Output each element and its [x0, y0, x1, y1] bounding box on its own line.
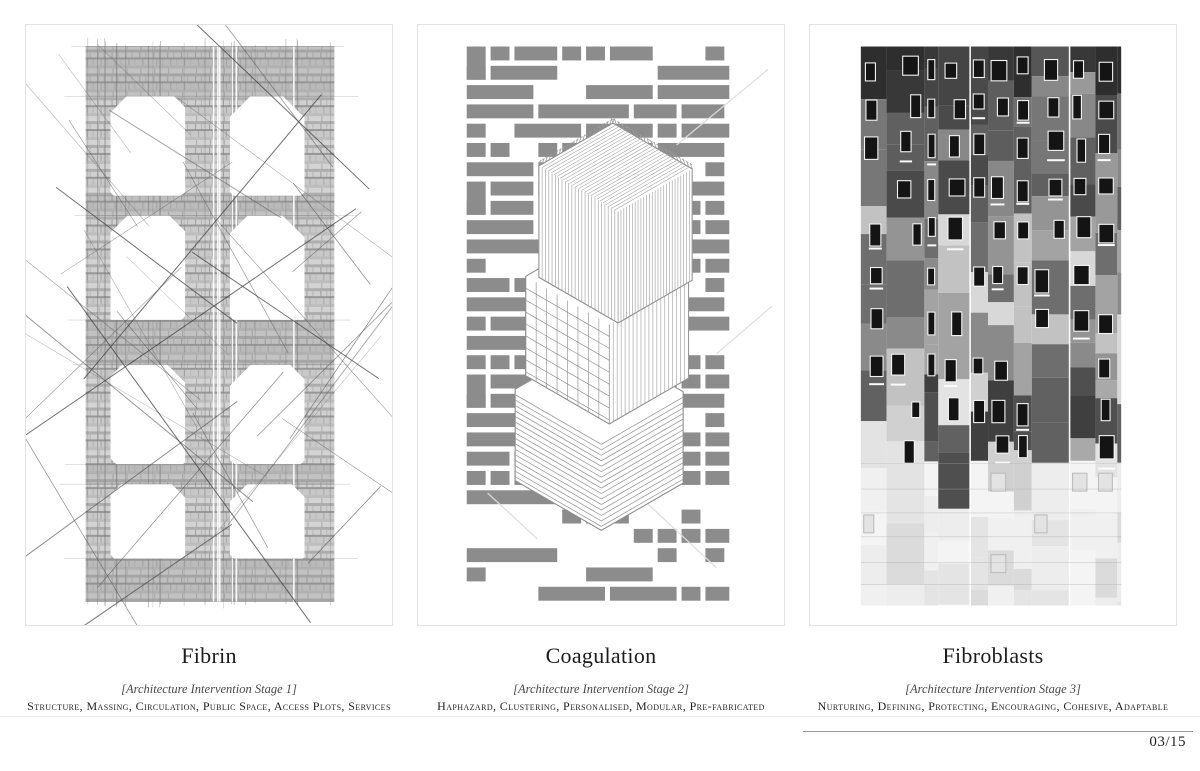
panel-stage-label: [Architecture Intervention Stage 2]	[513, 682, 689, 697]
footer-rule	[803, 731, 1193, 732]
page-number: 03/15	[1149, 734, 1186, 750]
panel-title: Coagulation	[545, 643, 657, 668]
panel-stage-label: [Architecture Intervention Stage 3]	[905, 682, 1081, 697]
panel-keywords: Nurturing, Defining, Protecting, Encouraging, Cohesive, Adaptable	[817, 699, 1169, 714]
caption-coagulation	[417, 644, 785, 714]
panel-fibrin	[25, 24, 393, 626]
panel-keywords: Haphazard, Clustering, Personalised, Modular, Pre-fabricated	[437, 699, 765, 714]
caption-fibroblasts	[809, 644, 1177, 714]
panel-keywords: Structure, Massing, Circulation, Public Space, Access Plots, Services	[27, 699, 391, 714]
panel-title: Fibrin	[181, 643, 237, 668]
panel-fibroblasts	[809, 24, 1177, 626]
coagulation-artwork	[418, 25, 784, 625]
fibrin-artwork	[26, 25, 392, 625]
panel-coagulation	[417, 24, 785, 626]
fibroblasts-artwork	[810, 25, 1176, 625]
caption-fibrin	[25, 644, 393, 714]
panel-stage-label: [Architecture Intervention Stage 1]	[121, 682, 297, 697]
footer-faint-divider	[0, 716, 1200, 717]
panel-title: Fibroblasts	[942, 643, 1044, 668]
